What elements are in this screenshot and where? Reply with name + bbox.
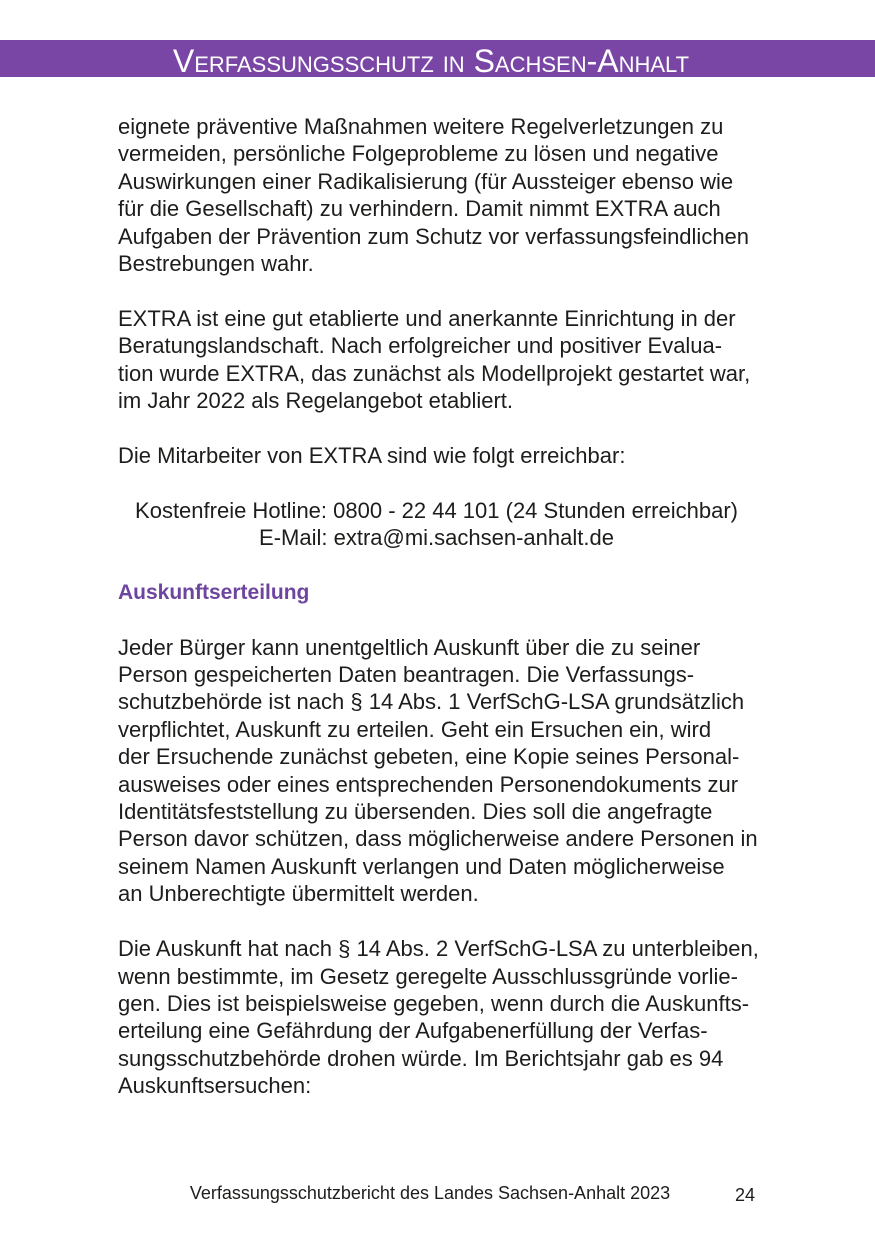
text-line: sungsschutzbehörde drohen würde. Im Berichtsjahr gab es 94: [118, 1045, 724, 1071]
body-paragraph: [118, 634, 758, 908]
section-heading-block: [118, 579, 755, 606]
text-line: an Unberechtigte übermittelt werden.: [118, 881, 479, 907]
text-line: Aufgaben der Prävention zum Schutz vor verfassungsfeindlichen: [118, 223, 750, 249]
text-line: Die Mitarbeiter von EXTRA sind wie folgt erreichbar:: [118, 442, 626, 468]
document-body: [118, 113, 759, 1127]
text-line: ausweises oder eines entsprechenden Personendokuments zur: [118, 771, 739, 797]
text-line: der Ersuchende zunächst gebeten, eine Kopie seines Personal-: [118, 744, 740, 770]
text-line: erteilung eine Gefährdung der Aufgabenerfüllung der Verfas-: [118, 1018, 708, 1044]
text-line: vermeiden, persönliche Folgeprobleme zu lösen und negative: [118, 141, 719, 167]
body-paragraph: [118, 305, 755, 415]
text-line: gen. Dies ist beispielsweise gegeben, wenn durch die Auskunfts-: [118, 990, 750, 1016]
text-line: Person gespeicherten Daten beantragen. Die Verfassungs-: [118, 662, 695, 688]
email-text: E-Mail: extra@mi.sachsen-anhalt.de: [259, 525, 614, 551]
page-header-title: Verfassungsschutz in Sachsen-Anhalt: [172, 43, 690, 79]
text-line: Die Auskunft hat nach § 14 Abs. 2 VerfSchG-LSA zu unterbleiben,: [118, 936, 759, 962]
contact-block: [118, 497, 755, 552]
text-line: wenn bestimmte, im Gesetz geregelte Ausschlussgründe vorlie-: [118, 963, 738, 989]
text-line: EXTRA ist eine gut etablierte und anerkannte Einrichtung in der: [118, 305, 736, 331]
text-line: seinem Namen Auskunft verlangen und Daten möglicherweise: [118, 853, 725, 879]
text-line: im Jahr 2022 als Regelangebot etabliert.: [118, 388, 514, 414]
footer-report-title: Verfassungsschutzbericht des Landes Sachsen-Anhalt 2023: [189, 1183, 671, 1203]
body-paragraph: [118, 113, 755, 277]
body-paragraph: [118, 442, 755, 469]
text-line: Auskunftsersuchen:: [118, 1073, 312, 1099]
hotline-text: Kostenfreie Hotline: 0800 - 22 44 101 (24 Stunden erreichbar): [135, 497, 738, 523]
text-line: schutzbehörde ist nach § 14 Abs. 1 VerfSchG-LSA grundsätzlich: [118, 689, 745, 715]
text-line: Identitätsfeststellung zu übersenden. Dies soll die angefragte: [118, 799, 713, 825]
text-line: tion wurde EXTRA, das zunächst als Modellprojekt gestartet war,: [118, 360, 751, 386]
section-heading: Auskunftserteilung: [118, 580, 310, 604]
page-number: 24: [734, 1185, 755, 1205]
text-line: Bestrebungen wahr.: [118, 251, 314, 277]
body-paragraph: [118, 935, 759, 1099]
text-line: eignete präventive Maßnahmen weitere Regelverletzungen zu: [118, 114, 724, 139]
text-line: Beratungslandschaft. Nach erfolgreicher und positiver Evalua-: [118, 333, 723, 359]
text-line: Person davor schützen, dass möglicherweise andere Personen in: [118, 826, 758, 852]
text-line: für die Gesellschaft) zu verhindern. Damit nimmt EXTRA auch: [118, 196, 721, 222]
text-line: Auswirkungen einer Radikalisierung (für Aussteiger ebenso wie: [118, 168, 734, 194]
text-line: verpflichtet, Auskunft zu erteilen. Geht ein Ersuchen ein, wird: [118, 716, 712, 742]
text-line: Jeder Bürger kann unentgeltlich Auskunft über die zu seiner: [118, 634, 701, 660]
